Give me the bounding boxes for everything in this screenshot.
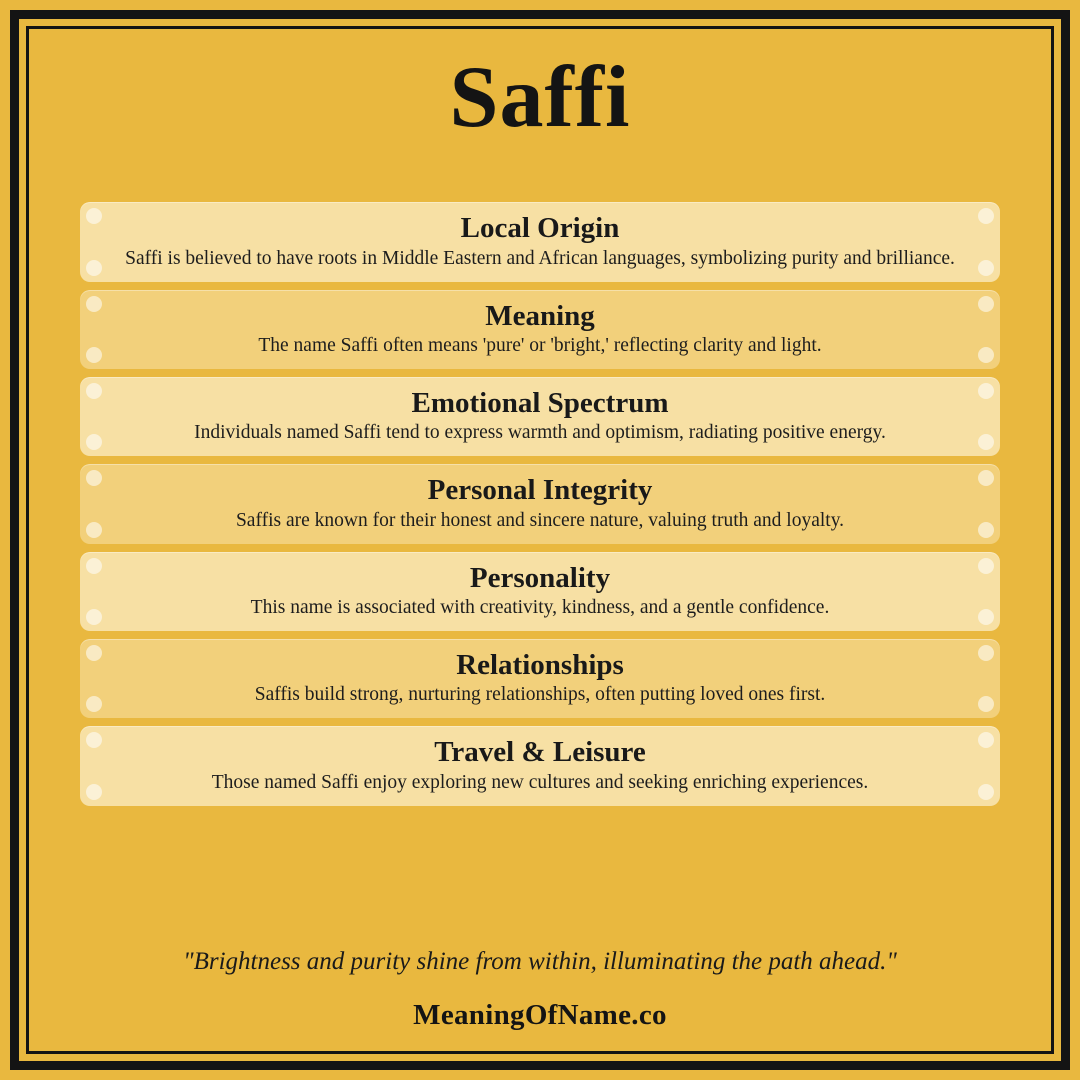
section-heading: Personal Integrity <box>427 474 653 507</box>
card-knob-icon <box>978 558 994 574</box>
section-body: Saffis build strong, nurturing relationships, often putting loved ones first. <box>254 684 826 706</box>
card-knob-icon <box>978 732 994 748</box>
card-knob-icon <box>86 609 102 625</box>
section-card-personal-integrity <box>80 464 1000 543</box>
card-knob-icon <box>86 732 102 748</box>
card-knob-icon <box>86 208 102 224</box>
section-body: Saffis are known for their honest and sincere nature, valuing truth and loyalty. <box>235 509 845 531</box>
section-card-meaning <box>80 290 1000 369</box>
section-body: Those named Saffi enjoy exploring new cultures and seeking enriching experiences. <box>211 771 869 793</box>
card-knob-icon <box>86 784 102 800</box>
section-body: Individuals named Saffi tend to express warmth and optimism, radiating positive energy. <box>194 422 886 444</box>
card-knob-icon <box>86 645 102 661</box>
section-card-local-origin <box>80 202 1000 281</box>
card-knob-icon <box>978 522 994 538</box>
card-knob-icon <box>86 434 102 450</box>
card-knob-icon <box>86 470 102 486</box>
card-knob-icon <box>86 260 102 276</box>
card-knob-icon <box>978 434 994 450</box>
section-heading: Meaning <box>485 299 595 332</box>
card-knob-icon <box>86 522 102 538</box>
section-body: This name is associated with creativity, kindness, and a gentle confidence. <box>250 597 830 619</box>
section-card-relationships <box>80 639 1000 718</box>
card-knob-icon <box>86 296 102 312</box>
page-title: Saffi <box>449 49 631 146</box>
poster-footer <box>80 947 1000 1050</box>
section-heading: Relationships <box>456 649 624 682</box>
section-body: Saffi is believed to have roots in Middle Eastern and African languages, symbolizing purity and brilliance. <box>125 247 955 269</box>
brand-name: MeaningOfName.co <box>413 999 667 1031</box>
card-knob-icon <box>978 296 994 312</box>
section-list <box>80 202 1000 805</box>
card-knob-icon <box>978 260 994 276</box>
poster-content <box>30 30 1050 1050</box>
card-knob-icon <box>978 470 994 486</box>
section-heading: Personality <box>469 561 611 594</box>
section-card-personality <box>80 552 1000 631</box>
card-knob-icon <box>978 645 994 661</box>
card-knob-icon <box>978 383 994 399</box>
section-heading: Travel & Leisure <box>434 736 646 769</box>
quote-text: "Brightness and purity shine from within, illuminating the path ahead." <box>183 948 897 975</box>
card-knob-icon <box>86 558 102 574</box>
section-heading: Emotional Spectrum <box>411 387 669 420</box>
card-knob-icon <box>978 208 994 224</box>
card-knob-icon <box>86 347 102 363</box>
card-knob-icon <box>86 696 102 712</box>
card-knob-icon <box>978 784 994 800</box>
card-knob-icon <box>86 383 102 399</box>
section-card-emotional-spectrum <box>80 377 1000 456</box>
card-knob-icon <box>978 696 994 712</box>
section-heading: Local Origin <box>460 212 620 245</box>
section-body: The name Saffi often means 'pure' or 'bright,' reflecting clarity and light. <box>258 335 822 357</box>
card-knob-icon <box>978 347 994 363</box>
card-knob-icon <box>978 609 994 625</box>
section-card-travel-leisure <box>80 726 1000 805</box>
